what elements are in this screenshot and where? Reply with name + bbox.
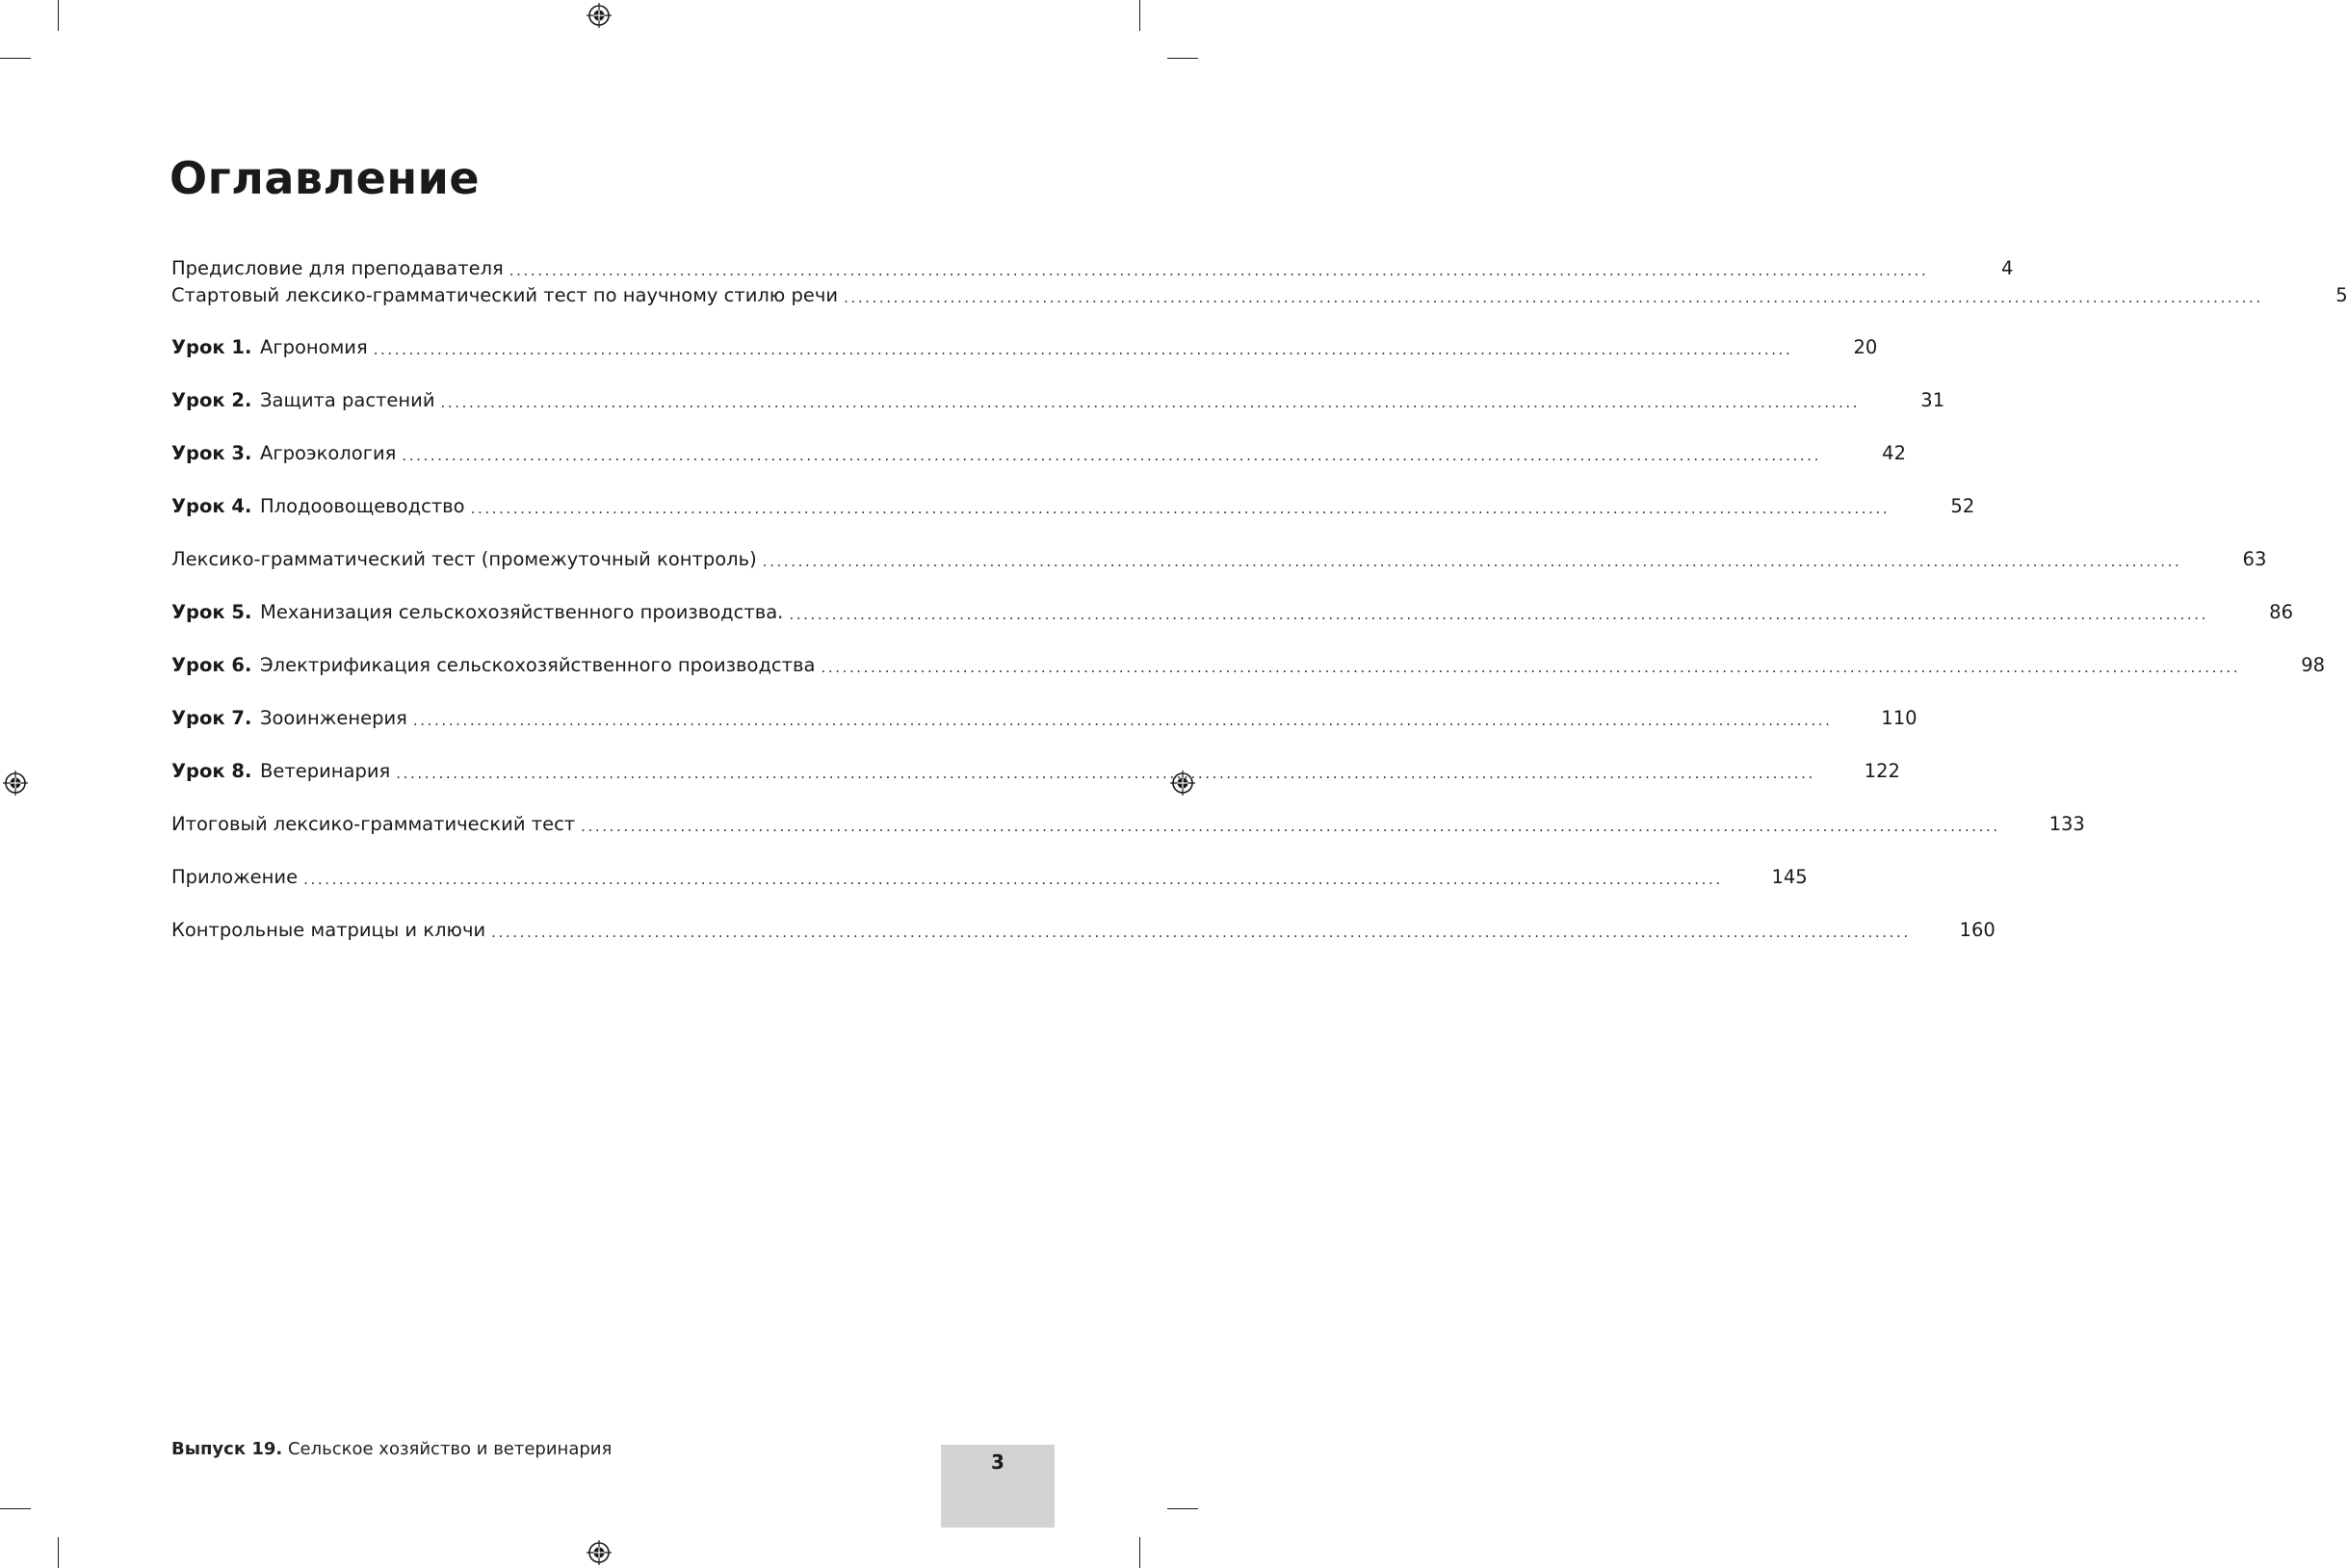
toc-entry-title: Предисловие для преподавателя bbox=[171, 257, 504, 279]
toc-page-number: 42 bbox=[1882, 442, 1906, 464]
page-number: 3 bbox=[991, 1450, 1004, 1474]
toc-page-number: 145 bbox=[1771, 866, 1808, 888]
crop-mark bbox=[58, 0, 59, 31]
toc-leader: ........................................................................................................................................................................................................ bbox=[762, 553, 2182, 570]
toc-lesson-number: Урок 4. bbox=[171, 495, 252, 517]
toc-page-number: 4 bbox=[2000, 257, 2014, 279]
toc-page-number: 31 bbox=[1920, 389, 1945, 411]
toc-leader: ........................................................................................................................................................................................................ bbox=[396, 765, 1815, 782]
toc-leader: ........................................................................................................................................................................................................ bbox=[491, 924, 1911, 941]
toc-entry-title: Плодоовощеводство bbox=[260, 495, 465, 517]
toc-leader: ........................................................................................................................................................................................................ bbox=[509, 262, 1929, 279]
toc-entry-title: Зооинженерия bbox=[260, 707, 407, 729]
toc-lesson-number: Урок 2. bbox=[171, 389, 252, 411]
toc-entry-title: Защита растений bbox=[260, 389, 435, 411]
toc-page-number: 5 bbox=[2335, 284, 2348, 306]
toc-leader: ........................................................................................................................................................................................................ bbox=[821, 659, 2241, 676]
toc-page-number: 86 bbox=[2269, 601, 2293, 623]
toc-entry-title: Приложение bbox=[171, 866, 299, 888]
toc-entry[interactable] bbox=[171, 494, 1975, 519]
toc-lesson-number: Урок 1. bbox=[171, 336, 252, 358]
toc-page-number: 98 bbox=[2301, 654, 2326, 676]
toc-leader: ........................................................................................................................................................................................................ bbox=[470, 500, 1891, 517]
toc-page-number: 63 bbox=[2242, 548, 2267, 570]
registration-mark-icon bbox=[587, 3, 612, 28]
toc-lesson-number: Урок 6. bbox=[171, 654, 252, 676]
toc-entry[interactable] bbox=[171, 335, 1878, 360]
toc-leader: ........................................................................................................................................................................................................ bbox=[402, 447, 1821, 464]
footer-issue: Выпуск 19. bbox=[171, 1439, 283, 1459]
registration-mark-icon bbox=[587, 1540, 612, 1565]
toc-entry-title: Контрольные матрицы и ключи bbox=[171, 919, 486, 941]
toc-leader: ........................................................................................................................................................................................................ bbox=[412, 712, 1833, 729]
toc-entry[interactable] bbox=[171, 759, 1900, 784]
toc-entry[interactable] bbox=[171, 653, 2326, 678]
registration-mark-icon bbox=[3, 771, 28, 796]
toc-leader: ........................................................................................................................................................................................................ bbox=[844, 289, 2263, 306]
toc-leader: ........................................................................................................................................................................................................ bbox=[789, 606, 2208, 623]
toc-lesson-number: Урок 8. bbox=[171, 760, 252, 782]
toc-page-number: 110 bbox=[1881, 707, 1918, 729]
toc-entry[interactable] bbox=[171, 388, 1945, 413]
toc-entry-title: Электрификация сельскохозяйственного производства bbox=[260, 654, 816, 676]
toc-entry[interactable] bbox=[171, 865, 1808, 890]
toc-entry[interactable] bbox=[171, 256, 2014, 281]
footer-subject: Сельское хозяйство и ветеринария bbox=[287, 1439, 613, 1459]
toc-page-number: 133 bbox=[2048, 813, 2085, 835]
toc-entry[interactable] bbox=[171, 547, 2267, 572]
running-footer bbox=[171, 1439, 612, 1459]
toc-entry-title: Агрономия bbox=[260, 336, 368, 358]
toc-page-number: 160 bbox=[1959, 919, 1996, 941]
crop-mark bbox=[58, 1537, 59, 1568]
toc-entry-title: Агроэкология bbox=[260, 442, 397, 464]
toc-entry-title: Механизация сельскохозяйственного производства. bbox=[260, 601, 784, 623]
toc-entry-title: Стартовый лексико-грамматический тест по научному стилю речи bbox=[171, 284, 839, 306]
toc-entry[interactable] bbox=[171, 600, 2293, 625]
toc-leader: ........................................................................................................................................................................................................ bbox=[440, 394, 1861, 411]
toc-page-number: 20 bbox=[1853, 336, 1878, 358]
toc-entry[interactable] bbox=[171, 706, 1918, 731]
toc-entry[interactable] bbox=[171, 283, 2348, 308]
crop-mark bbox=[0, 1508, 31, 1509]
toc-entry-title: Итоговый лексико-грамматический тест bbox=[171, 813, 576, 835]
toc-page-number: 122 bbox=[1864, 760, 1900, 782]
toc-page-number: 52 bbox=[1950, 495, 1975, 517]
toc-lesson-number: Урок 7. bbox=[171, 707, 252, 729]
toc-entry[interactable] bbox=[171, 441, 1906, 466]
toc-leader: ........................................................................................................................................................................................................ bbox=[303, 871, 1723, 888]
toc-entry[interactable] bbox=[171, 918, 1996, 943]
toc-lesson-number: Урок 3. bbox=[171, 442, 252, 464]
crop-mark bbox=[0, 58, 31, 59]
toc-entry-title: Лексико-грамматический тест (промежуточный контроль) bbox=[171, 548, 757, 570]
toc-leader: ........................................................................................................................................................................................................ bbox=[373, 341, 1793, 358]
crop-mark bbox=[1167, 58, 1198, 59]
crop-mark bbox=[1167, 1508, 1198, 1509]
toc-entry-title: Ветеринария bbox=[260, 760, 391, 782]
toc-entry[interactable] bbox=[171, 812, 2085, 837]
page-title: Оглавление bbox=[170, 152, 481, 204]
page-number-box bbox=[941, 1445, 1055, 1528]
toc-leader: ........................................................................................................................................................................................................ bbox=[581, 818, 2000, 835]
toc-lesson-number: Урок 5. bbox=[171, 601, 252, 623]
crop-mark bbox=[1139, 1537, 1140, 1568]
crop-mark bbox=[1139, 0, 1140, 31]
